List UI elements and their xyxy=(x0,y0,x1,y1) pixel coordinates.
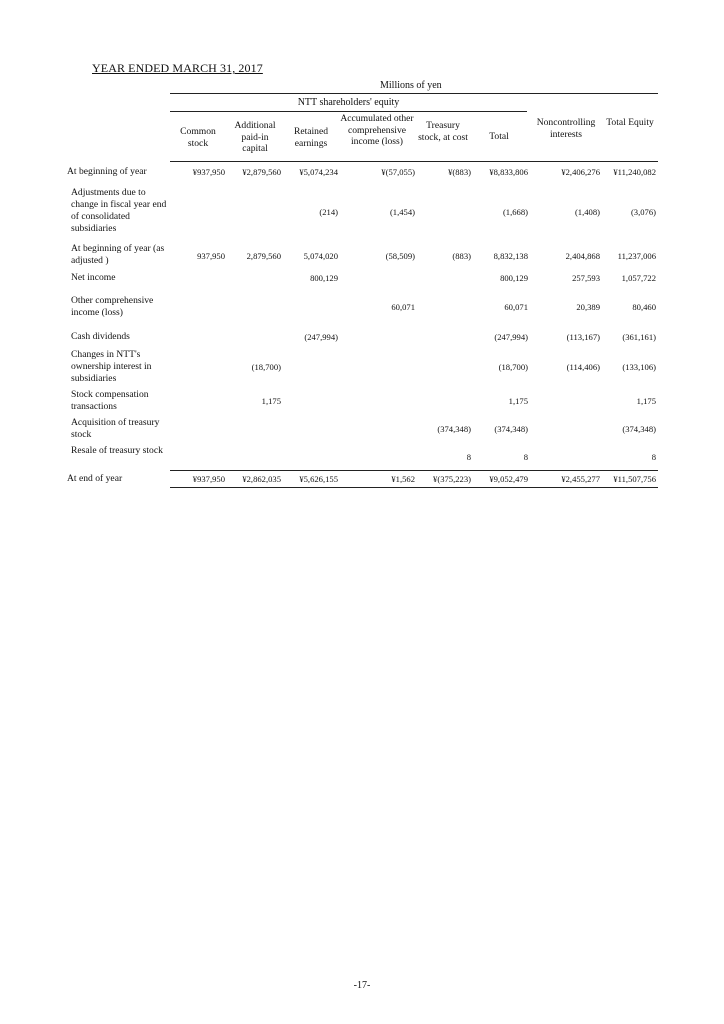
value-cell: (1,408) xyxy=(574,207,600,217)
value-cell: (3,076) xyxy=(630,207,656,217)
value-cell: (114,406) xyxy=(566,362,600,372)
value-cell: ¥(375,223) xyxy=(433,474,471,484)
value-cell: 8,832,138 xyxy=(493,251,528,261)
value-cell: (18,700) xyxy=(251,362,281,372)
row-label-resale-treasury: Resale of treasury stock xyxy=(71,445,163,456)
header-bottom-rule xyxy=(170,161,658,162)
total-bottom-rule xyxy=(170,487,658,488)
value-cell: (247,994) xyxy=(494,332,528,342)
value-cell: 2,879,560 xyxy=(246,251,281,261)
value-cell: 1,175 xyxy=(261,396,281,406)
value-cell: (374,348) xyxy=(494,424,528,434)
value-cell: ¥2,862,035 xyxy=(242,474,281,484)
value-cell: (58,509) xyxy=(385,251,415,261)
statement-title: YEAR ENDED MARCH 31, 2017 xyxy=(92,61,263,75)
equity-group-header: NTT shareholders' equity xyxy=(297,97,400,108)
value-cell: ¥2,879,560 xyxy=(242,167,281,177)
value-cell: (18,700) xyxy=(498,362,528,372)
value-cell: (247,994) xyxy=(304,332,338,342)
value-cell: 8 xyxy=(466,452,471,462)
col-header-total: Total xyxy=(489,131,509,142)
value-cell: 11,237,006 xyxy=(617,251,656,261)
value-cell: 20,389 xyxy=(576,302,600,312)
row-label-cash-dividends: Cash dividends xyxy=(71,331,130,342)
value-cell: ¥11,240,082 xyxy=(613,167,656,177)
row-label-changes-in-ownership: Changes in NTT's ownership interest in subsidiaries xyxy=(71,349,152,384)
value-cell: 800,129 xyxy=(500,273,528,283)
row-label-beginning: At beginning of year xyxy=(67,166,147,177)
value-cell: 2,404,868 xyxy=(565,251,600,261)
value-cell: ¥937,950 xyxy=(192,474,225,484)
value-cell: ¥9,052,479 xyxy=(489,474,528,484)
units-label: Millions of yen xyxy=(380,80,442,91)
value-cell: 1,175 xyxy=(508,396,528,406)
value-cell: (113,167) xyxy=(566,332,600,342)
value-cell: ¥5,626,155 xyxy=(299,474,338,484)
value-cell: (133,106) xyxy=(622,362,656,372)
header-top-rule xyxy=(170,93,658,94)
value-cell: 60,071 xyxy=(504,302,528,312)
value-cell: ¥8,833,806 xyxy=(489,167,528,177)
value-cell: 257,593 xyxy=(572,273,600,283)
equity-group-rule xyxy=(170,111,527,112)
col-header-common-stock: Common stock xyxy=(180,126,216,149)
value-cell: 800,129 xyxy=(310,273,338,283)
value-cell: ¥(883) xyxy=(448,167,471,177)
value-cell: (374,348) xyxy=(622,424,656,434)
col-header-accumulated-oci: Accumulated other comprehensive income (loss) xyxy=(340,113,414,147)
value-cell: ¥(57,055) xyxy=(381,167,415,177)
value-cell: ¥2,455,277 xyxy=(561,474,600,484)
value-cell: 60,071 xyxy=(391,302,415,312)
col-header-treasury-stock: Treasury stock, at cost xyxy=(418,120,468,143)
row-label-beginning-adjusted: At beginning of year (as adjusted ) xyxy=(71,243,165,266)
row-label-acquisition-treasury: Acquisition of treasury stock xyxy=(71,417,160,440)
value-cell: ¥2,406,276 xyxy=(561,167,600,177)
total-top-rule xyxy=(170,470,658,471)
row-label-other-comprehensive-income: Other comprehensive income (loss) xyxy=(71,295,154,318)
page-number: -17- xyxy=(353,980,371,991)
value-cell: (214) xyxy=(319,207,338,217)
value-cell: ¥1,562 xyxy=(391,474,415,484)
value-cell: 1,175 xyxy=(636,396,656,406)
col-header-additional-paid-in-capital: Additional paid-in capital xyxy=(234,120,276,154)
value-cell: 80,460 xyxy=(632,302,656,312)
value-cell: (883) xyxy=(452,251,471,261)
value-cell: 1,057,722 xyxy=(621,273,656,283)
value-cell: ¥11,507,756 xyxy=(613,474,656,484)
value-cell: (1,454) xyxy=(389,207,415,217)
value-cell: ¥5,074,234 xyxy=(299,167,338,177)
value-cell: (374,348) xyxy=(437,424,471,434)
row-label-net-income: Net income xyxy=(71,272,116,283)
value-cell: 5,074,020 xyxy=(303,251,338,261)
value-cell: (1,668) xyxy=(502,207,528,217)
value-cell: ¥937,950 xyxy=(192,167,225,177)
row-label-adjustments: Adjustments due to change in fiscal year end of consolidated subsidiaries xyxy=(71,187,167,234)
row-label-end-of-year: At end of year xyxy=(67,473,123,484)
value-cell: 8 xyxy=(523,452,528,462)
value-cell: (361,161) xyxy=(622,332,656,342)
col-header-retained-earnings: Retained earnings xyxy=(293,126,329,149)
col-header-noncontrolling-interests: Noncontrolling interests xyxy=(536,117,596,140)
value-cell: 937,950 xyxy=(197,251,225,261)
row-label-stock-compensation: Stock compensation transactions xyxy=(71,389,149,412)
col-header-total-equity: Total Equity xyxy=(606,117,654,128)
value-cell: 8 xyxy=(651,452,656,462)
